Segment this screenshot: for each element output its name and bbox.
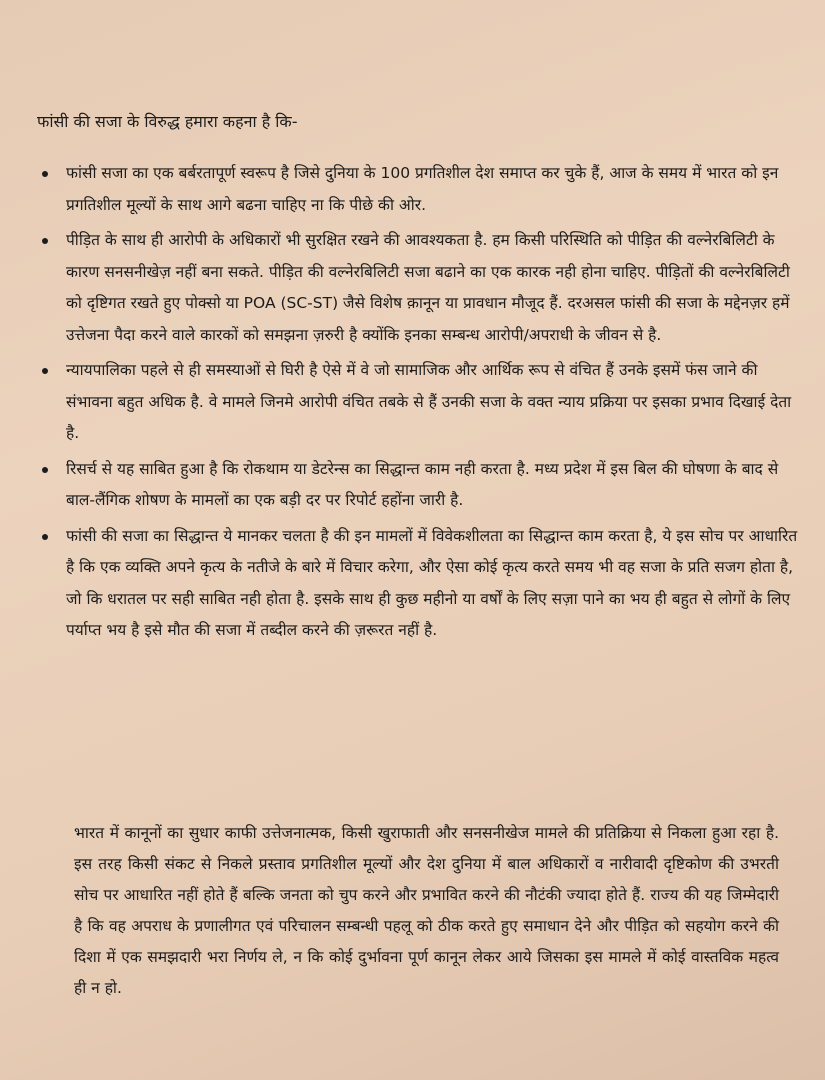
bullet-list xyxy=(40,158,800,651)
bullet-dot-icon xyxy=(42,534,48,540)
bullet-dot-icon xyxy=(42,171,48,177)
bullet-text: न्यायपालिका पहले से ही समस्याओं से घिरी है ऐसे में वे जो सामाजिक और आर्थिक रूप से वंचित हैं उनके इसमें फंस जाने की संभावना बहुत अधिक है. वे मामले जिनमे आरोपी वंचित तबके से हैं उनकी सजा के वक्त न्याय प्रक्रिया पर इसका प्रभाव दिखाई देता है. xyxy=(66,361,792,442)
closing-paragraph: भारत में कानूनों का सुधार काफी उत्तेजनात्मक, किसी खुराफाती और सनसनीखेज मामले की प्रतिक्रिया से निकला हुआ रहा है. इस तरह किसी संकट से निकले प्रस्ताव प्रगतिशील मूल्यों और देश दुनिया में बाल अधिकारों व नारीवादी दृष्टिकोण की उभरती सोच पर आधारित नहीं होते हैं बल्कि जनता को चुप करने और प्रभावित करने की नौटंकी ज्यादा होते हैं. राज्य की यह जिम्मेदारी है कि वह अपराध के प्रणालीगत एवं परिचालन सम्बन्धी पहलू को ठीक करते हुए समाधान देने और पीड़ित को सहयोग करने की दिशा में एक समझदारी भरा निर्णय ले, न कि कोई दुर्भावना पूर्ण कानून लेकर आये जिसका इस मामले में कोई वास्तविक महत्व ही न हो. xyxy=(74,824,779,997)
bullet-dot-icon xyxy=(42,467,48,473)
bullet-text: फांसी की सजा का सिद्धान्त ये मानकर चलता है की इन मामलों में विवेकशीलता का सिद्धान्त काम करता है, ये इस सोच पर आधारित है कि एक व्यक्ति अपने कृत्य के नतीजे के बारे में विचार करेगा, और ऐसा कोई कृत्य करते समय भी वह सजा के प्रति सजग होता है, जो कि धरातल पर सही साबित नही होता है. इसके साथ ही कुछ महीनो या वर्षों के लिए सज़ा पाने का भय ही बहुत से लोगों के लिए पर्याप्त भय है इसे मौत की सजा में तब्दील करने की ज़रूरत नहीं है. xyxy=(66,526,798,639)
bullet-item xyxy=(40,225,800,351)
bullet-text: पीड़ित के साथ ही आरोपी के अधिकारों भी सुरक्षित रखने की आवश्यकता है. हम किसी परिस्थिति को पीड़ित की वल्नेरबिलिटी के कारण सनसनीखेज़ नहीं बना सकते. पीड़ित की वल्नेरबिलिटी सजा बढाने का एक कारक नही होना चाहिए. पीड़ितों की वल्नेरबिलिटी को दृष्टिगत रखते हुए पोक्सो या POA (SC-ST) जैसे विशेष क़ानून या प्रावधान मौजूद हैं. दरअसल फांसी की सजा के मद्देनज़र हमें उत्तेजना पैदा करने वाले कारकों को समझना ज़रुरी है क्योंकि इनका सम्बन्ध आरोपी/अपराधी के जीवन से है. xyxy=(66,231,790,344)
intro-heading: फांसी की सजा के विरुद्ध हमारा कहना है कि- xyxy=(37,112,298,131)
bullet-item xyxy=(40,521,800,647)
bullet-dot-icon xyxy=(42,238,48,244)
bullet-dot-icon xyxy=(42,368,48,374)
bullet-item xyxy=(40,454,800,517)
bullet-text: रिसर्च से यह साबित हुआ है कि रोकथाम या डेटरेन्स का सिद्धान्त काम नही करता है. मध्य प्रदेश में इस बिल की घोषणा के बाद से बाल-लैंगिक शोषण के मामलों का एक बड़ी दर पर रिपोर्ट हहोंना जारी है. xyxy=(66,459,779,509)
bullet-text: फांसी सजा का एक बर्बरतापूर्ण स्वरूप है जिसे दुनिया के 100 प्रगतिशील देश समाप्त कर चुके हैं, आज के समय में भारत को इन प्रगतिशील मूल्यों के साथ आगे बढना चाहिए ना कि पीछे की ओर. xyxy=(66,164,779,214)
bullet-item xyxy=(40,158,800,221)
bullet-item xyxy=(40,355,800,450)
